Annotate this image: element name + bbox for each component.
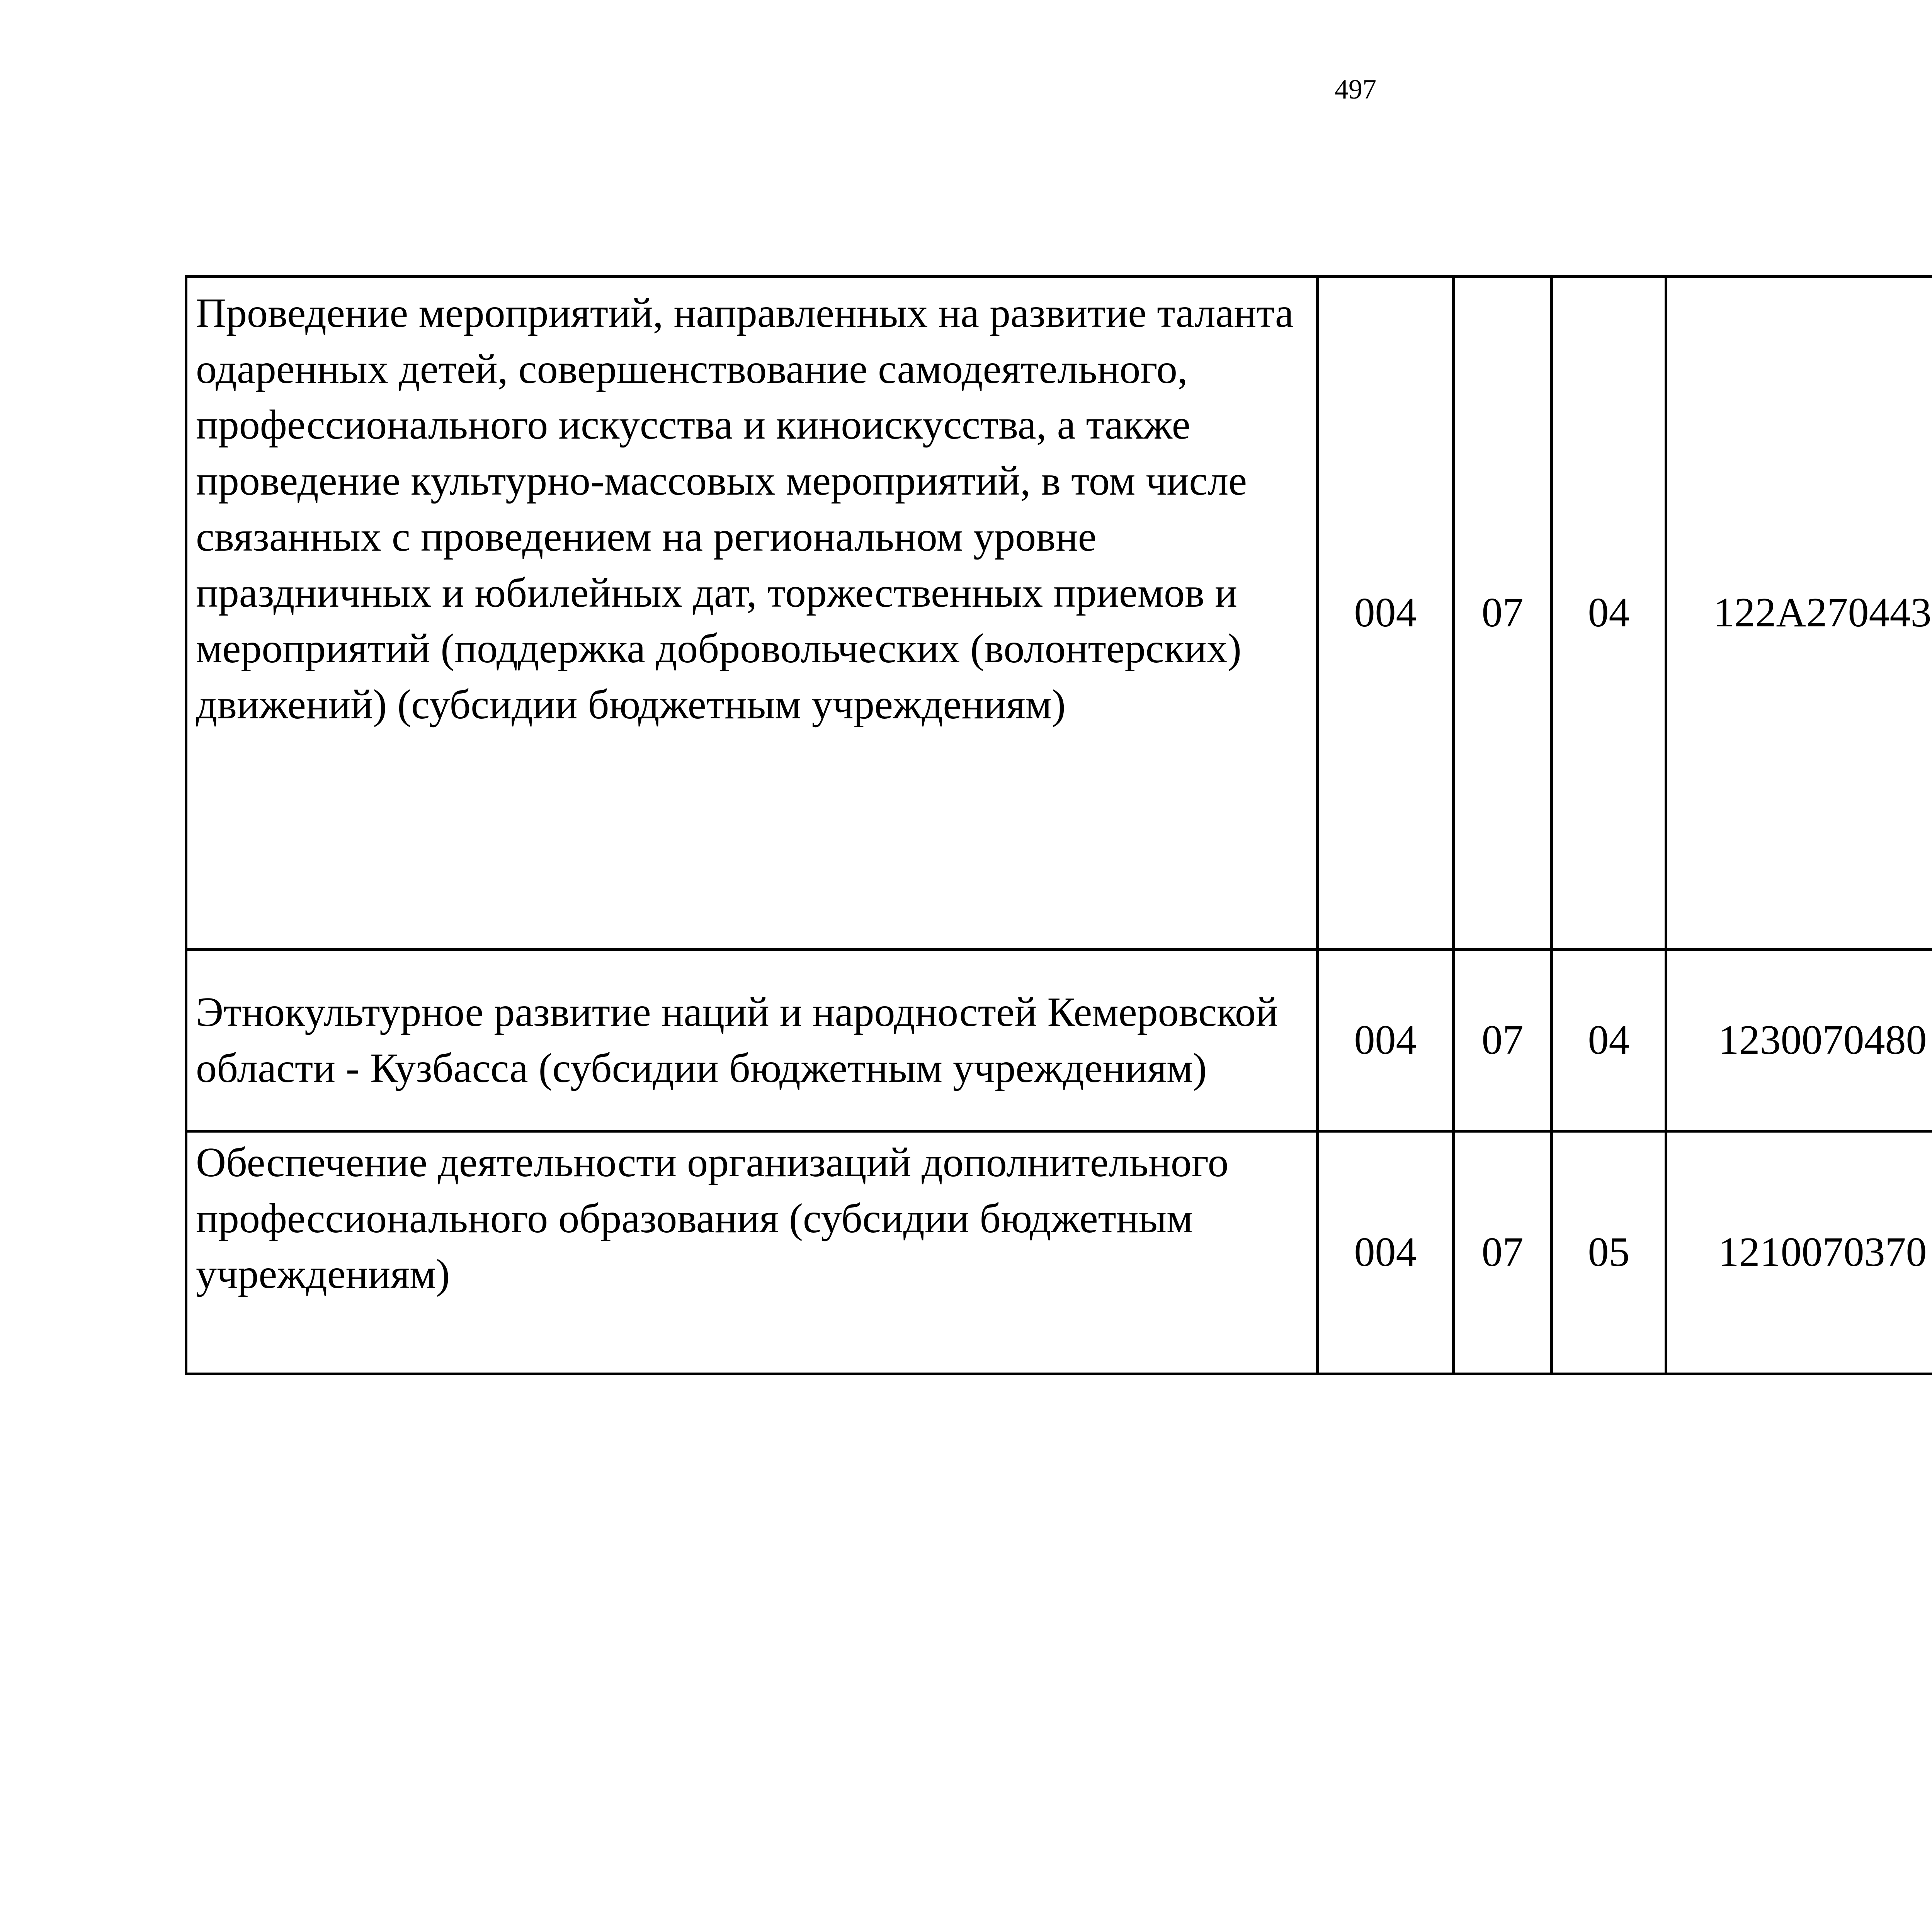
table-row (186, 950, 1932, 1131)
target-article-code-cell: 1210070370 (1666, 1131, 1932, 1374)
subsection-code-cell: 04 (1552, 277, 1666, 950)
department-code-cell: 004 (1318, 950, 1454, 1131)
page-number: 497 (1335, 74, 1376, 105)
row-description: Этнокультурное развитие наций и народностей Кемеровской области - Кузбасса (субсидии бюджетным учреждениям) (186, 950, 1318, 1131)
row-description: Проведение мероприятий, направленных на развитие таланта одаренных детей, совершенствование самодеятельного, профессионального искусства и киноискусства, а также проведение культурно-массовых мероприятий, в том числе связанных с проведением на региональном уровне праздничных и юбилейных дат, торжественных приемов и мероприятий (поддержка добровольческих (волонтерских) движений) (субсидии бюджетным учреждениям) (186, 277, 1318, 950)
department-code-cell: 004 (1318, 277, 1454, 950)
table-row (186, 1131, 1932, 1374)
target-article-code-cell: 122А270443 (1666, 277, 1932, 950)
section-code-cell: 07 (1454, 1131, 1552, 1374)
target-article-code-cell: 1230070480 (1666, 950, 1932, 1131)
section-code-cell: 07 (1454, 950, 1552, 1131)
budget-table (185, 275, 1932, 1375)
subsection-code-cell: 04 (1552, 950, 1666, 1131)
department-code-cell: 004 (1318, 1131, 1454, 1374)
section-code-cell: 07 (1454, 277, 1552, 950)
table-row (186, 277, 1932, 950)
row-description: Обеспечение деятельности организаций дополнительного профессионального образования (субсидии бюджетным учреждениям) (186, 1131, 1318, 1374)
subsection-code-cell: 05 (1552, 1131, 1666, 1374)
